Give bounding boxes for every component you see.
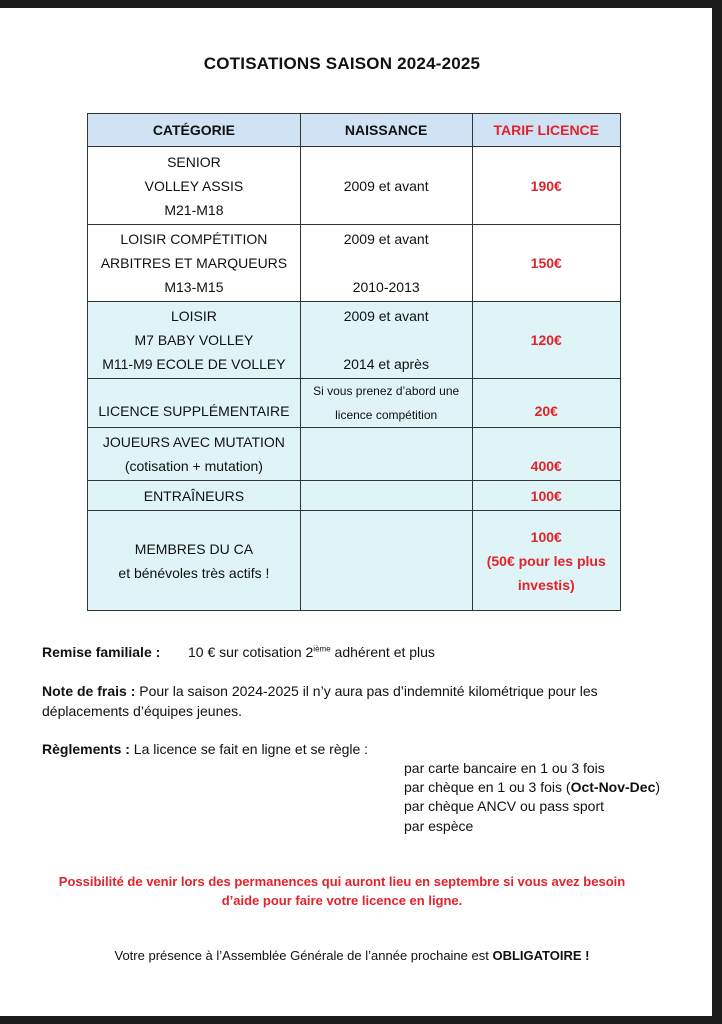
cell-line: ARBITRES ET MARQUEURS [100,255,288,271]
table-row [88,379,621,428]
cell-line: 20€ [534,403,558,419]
cell-categorie [88,302,301,379]
table-row [88,511,621,611]
cell-categorie [88,428,301,481]
table-row [88,481,621,511]
cell-line [305,251,468,275]
fees-table [87,113,621,611]
cell-line: SENIOR [167,153,221,170]
cell-line: 2009 et avant [343,177,429,194]
cell-tarif [472,379,621,428]
cell-line: M13-M15 [164,279,224,295]
remise-text-before: 10 € sur cotisation 2 [188,644,314,660]
document-page [0,8,712,1016]
cell-naissance [300,225,472,302]
assemblee-bold: OBLIGATOIRE ! [492,948,590,963]
cell-line: 100€ [530,528,562,545]
cell-line: ENTRAÎNEURS [143,487,245,504]
assemblee-text: Votre présence à l’Assemblée Générale de l’année prochaine est [114,948,493,963]
cell-line: Si vous prenez d’abord une [313,384,460,398]
cell-line: 120€ [530,332,562,348]
cell-tarif [472,511,621,611]
payment-option [404,779,660,795]
cell-line: (cotisation + mutation) [124,458,263,474]
remise-section [42,644,160,660]
payment-option-months: Oct-Nov-Dec [570,779,656,795]
table-row [88,225,621,302]
cell-line: investis) [517,576,575,593]
assemblee-notice [0,948,704,963]
reglements-label: Règlements : [42,741,130,757]
cell-categorie [88,379,301,428]
cell-line: M11-M9 ECOLE DE VOLLEY [102,356,286,372]
cell-line: 2014 et après [343,356,429,372]
note-label: Note de frais : [42,683,136,699]
remise-label: Remise familiale : [42,644,161,660]
cell-line: VOLLEY ASSIS [144,177,244,194]
cell-line: 150€ [530,255,562,271]
payment-option-text: ) [655,779,661,795]
cell-line: LOISIR COMPÉTITION [120,231,268,247]
cell-line: 2009 et avant [343,308,429,324]
cell-line: JOUEURS AVEC MUTATION [102,434,285,450]
cell-line: (50€ pour les plus [486,552,606,569]
cell-categorie [88,511,301,611]
cell-tarif [472,428,621,481]
table-header-row [88,114,621,147]
cell-line: 190€ [530,177,562,194]
payment-option: par espèce [404,818,474,834]
cell-naissance [300,481,472,511]
cell-naissance [300,428,472,481]
cell-tarif [472,147,621,225]
note-line-2: déplacements d’équipes jeunes. [42,703,243,719]
table-row [88,428,621,481]
note-line-1 [42,683,598,699]
cell-line: M21-M18 [164,201,224,218]
cell-tarif [472,225,621,302]
reglements-intro [42,741,368,757]
cell-line: M7 BABY VOLLEY [134,332,254,348]
payment-option: par chèque ANCV ou pass sport [404,798,605,814]
cell-categorie [88,147,301,225]
cell-line [305,328,468,352]
table-row [88,147,621,225]
permanences-line-1: Possibilité de venir lors des permanences qui auront lieu en septembre si vous avez besoin [58,874,626,889]
header-tarif: TARIF LICENCE [472,114,621,147]
cell-line: licence compétition [335,408,438,422]
cell-tarif [472,302,621,379]
cell-line: 2010-2013 [352,279,420,295]
cell-line: 400€ [530,458,562,474]
cell-line: LOISIR [170,308,217,324]
table-row [88,302,621,379]
payment-option: par carte bancaire en 1 ou 3 fois [404,760,605,776]
reglements-text: La licence se fait en ligne et se règle : [129,741,369,757]
cell-naissance [300,302,472,379]
permanences-line-2: d’aide pour faire votre licence en ligne. [221,893,463,908]
cell-line: et bénévoles très actifs ! [118,564,270,581]
cell-line: MEMBRES DU CA [134,540,254,557]
note-text: Pour la saison 2024-2025 il n’y aura pas d’indemnité kilométrique pour les [135,683,598,699]
cell-line: LICENCE SUPPLÉMENTAIRE [98,403,290,419]
remise-sup: ième [313,644,331,654]
cell-naissance [300,511,472,611]
page-title: COTISATIONS SAISON 2024-2025 [203,54,481,73]
remise-text-after: adhérent et plus [330,644,435,660]
cell-tarif [472,481,621,511]
payment-option-text: par chèque en 1 ou 3 fois ( [404,779,571,795]
cell-categorie [88,225,301,302]
cell-naissance [300,147,472,225]
header-naissance: NAISSANCE [300,114,472,147]
header-categorie: CATÉGORIE [88,114,301,147]
cell-line: 2009 et avant [343,231,429,247]
cell-categorie [88,481,301,511]
cell-line: 100€ [530,487,562,504]
cell-naissance [300,379,472,428]
remise-value [188,644,435,660]
